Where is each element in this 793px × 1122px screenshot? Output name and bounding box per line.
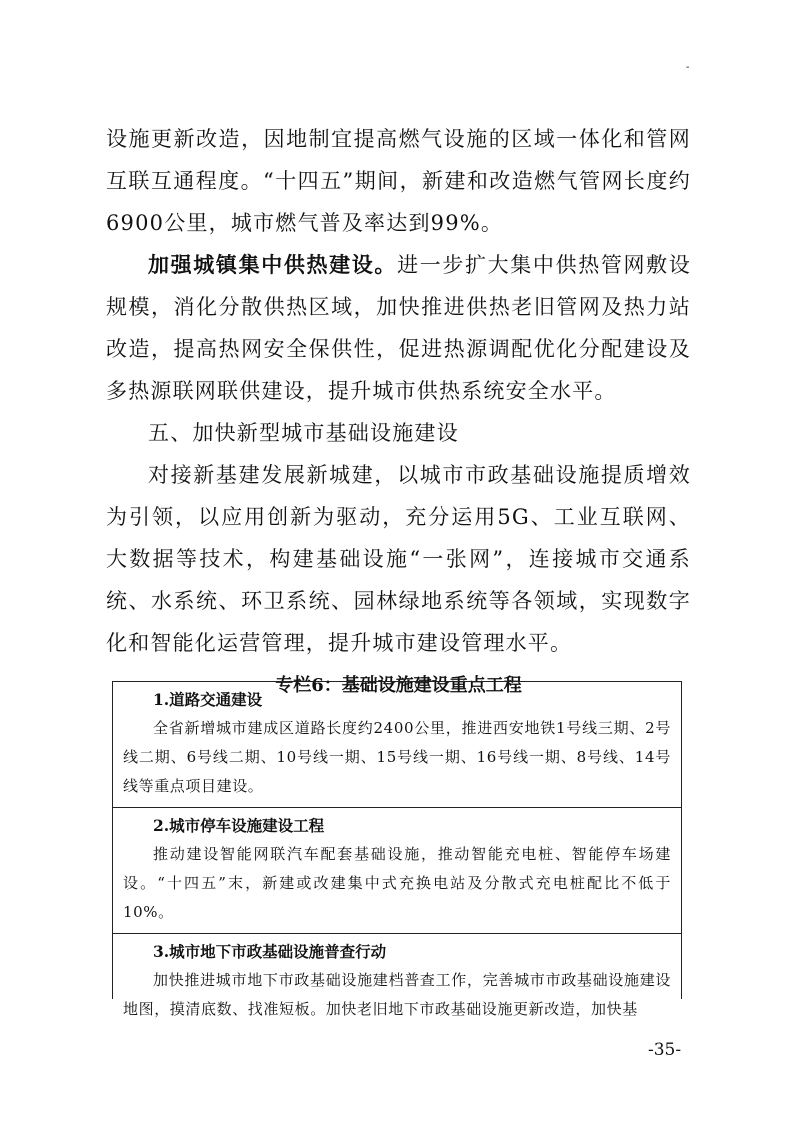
column-box-item [113, 934, 681, 1030]
column-box-table [112, 681, 682, 1018]
page-number: -35- [648, 1040, 682, 1060]
paragraph-heating-text: 进一步扩大集中供热管网敷设规模，消化分散供热区域，加快推进供热老旧管网及热力站改造，提高热网安全保供性，促进热源调配优化分配建设及多热源联网联供建设，提升城市供热系统安全水平。 [106, 253, 691, 403]
paragraph-lead-heading: 加强城镇集中供热建设。 [148, 252, 398, 277]
section-heading: 五、加快新型城市基础设施建设 [148, 421, 459, 445]
column-box-item-body: 全省新增城市建成区道路长度约2400公里，推进西安地铁1号线三期、2号线二期、6号线二期、10号线一期、15号线一期、16号线一期、8号线、14号线等重点项目建设。 [123, 719, 671, 795]
paragraph-new-infrastructure: 对接新基建发展新城建，以城市市政基础设施提质增效为引领，以应用创新为驱动，充分运用5G、工业互联网、大数据等技术，构建基础设施“一张网”，连接城市交通系统、水系统、环卫系统、园林绿地系统等各领域，实现数字化和智能化运营管理，提升城市建设管理水平。 [106, 463, 691, 655]
paragraph-gas-facilities: 设施更新改造，因地制宜提高燃气设施的区域一体化和管网互联互通程度。“十四五”期间，新建和改造燃气管网长度约6900公里，城市燃气普及率达到99%。 [106, 127, 691, 235]
column-box-title: 专栏6：基础设施建设重点工程 [275, 675, 522, 696]
column-box-item-title: 3.城市地下市政基础设施普查行动 [153, 942, 387, 961]
column-box-item [113, 808, 681, 934]
column-box-item-body: 推动建设智能网联汽车配套基础设施，推动智能充电桩、智能停车场建设。“十四五”末，新建或改建集中式充换电站及分散式充电桩配比不低于10%。 [123, 845, 671, 921]
column-box-item [113, 682, 681, 808]
top-mark: - [686, 62, 690, 73]
column-box-item-title: 2.城市停车设施建设工程 [153, 816, 325, 835]
column-box-item-body: 加快推进城市地下市政基础设施建档普查工作，完善城市市政基础设施建设地图，摸清底数、找准短板。加快老旧地下市政基础设施更新改造，加快基 [123, 971, 671, 1018]
column-box-item-title: 1.道路交通建设 [153, 690, 263, 709]
document-body [106, 118, 691, 702]
paragraph-central-heating [106, 244, 691, 412]
